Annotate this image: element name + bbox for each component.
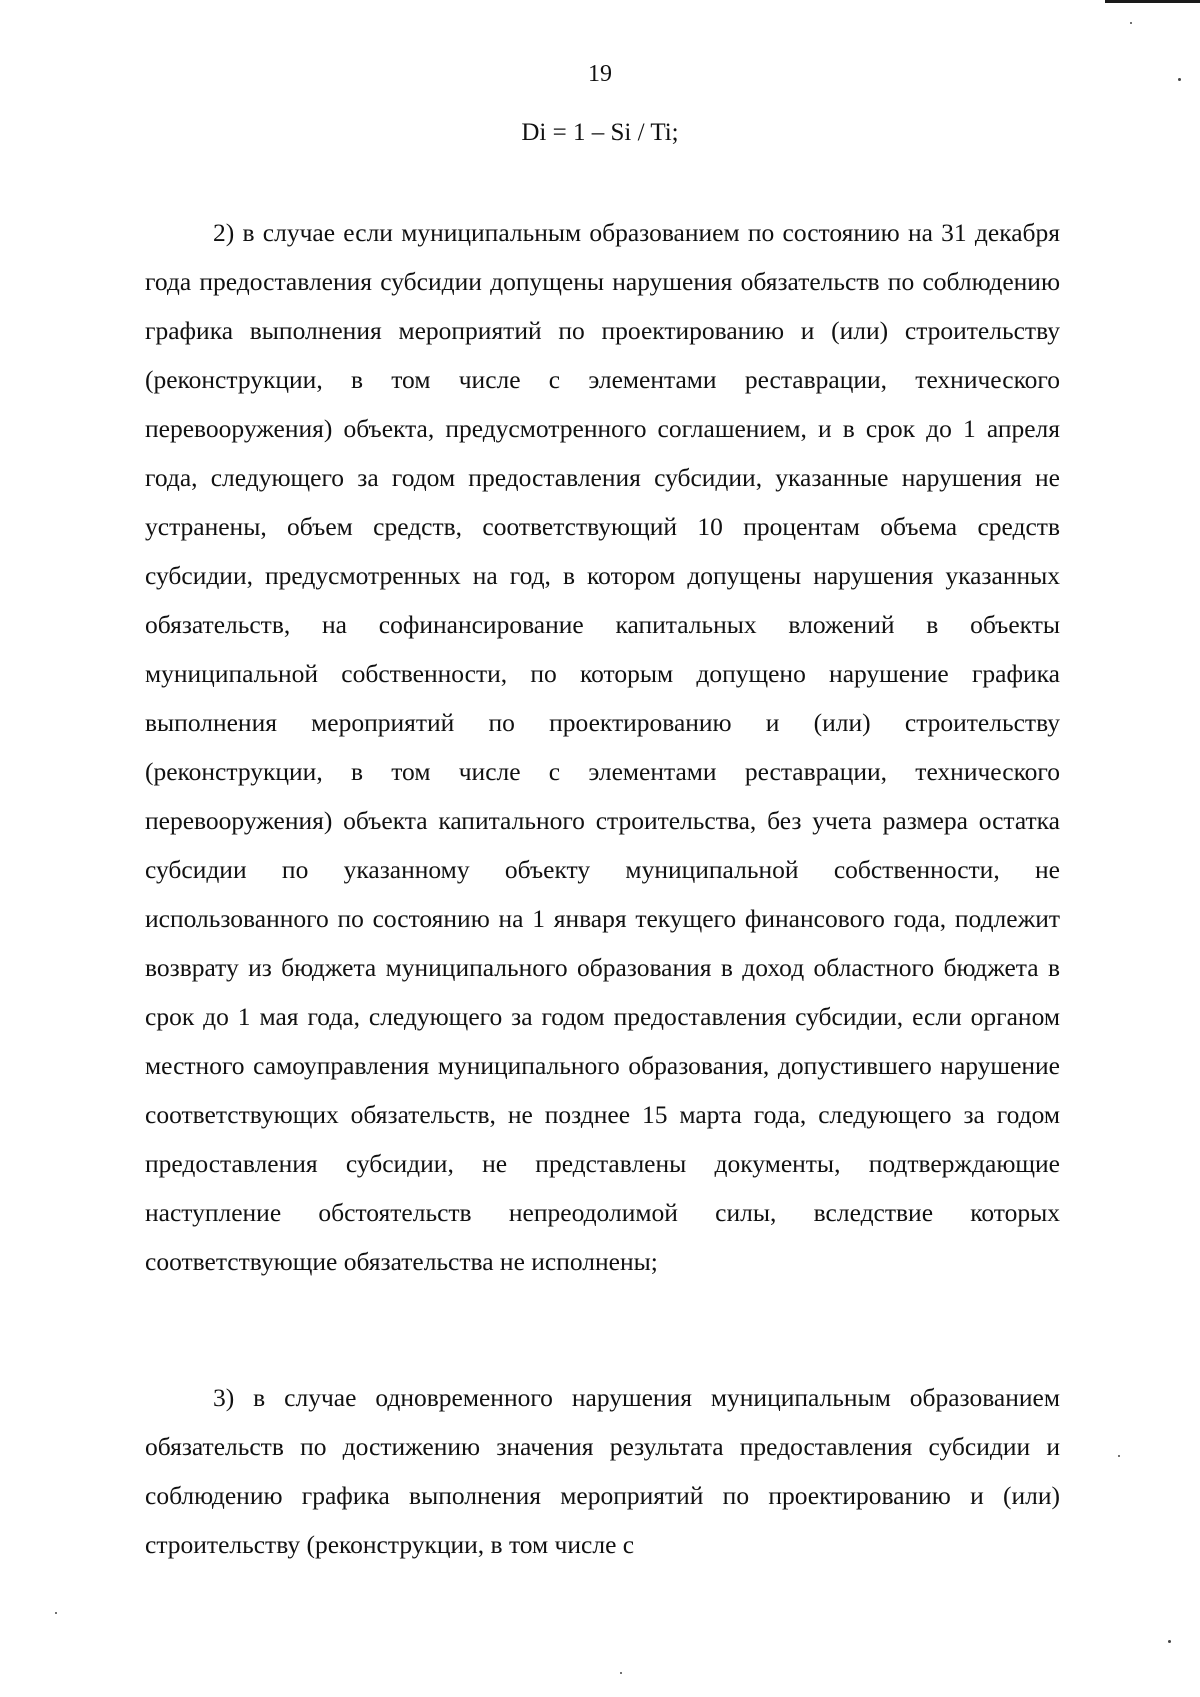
scan-speck [1118, 1455, 1120, 1457]
paragraph-3 [145, 1373, 1060, 1569]
page-number: 19 [588, 61, 612, 87]
paragraph-text: 3) в случае одновременного нарушения муниципальным образованием обязательств по достижению значения результата предоставления субсидии и соблюдению графика выполнения мероприятий по проектированию и (или) строительству (реконструкции, в том числе с [145, 1383, 1060, 1559]
scan-speck [1168, 1640, 1171, 1643]
scan-speck [55, 1612, 57, 1614]
paragraph-2 [145, 208, 1060, 1286]
header-rule [1105, 0, 1200, 3]
scan-speck [1130, 22, 1132, 24]
paragraph-text: 2) в случае если муниципальным образованием по состоянию на 31 декабря года предоставления субсидии допущены нарушения обязательств по соблюдению графика выполнения мероприятий по проектированию и (или) строительству (реконструкции, в том числе с элементами реставрации, технического перевооружения) объекта, предусмотренного соглашением, и в срок до 1 апреля года, следующего за годом предоставления субсидии, указанные нарушения не устранены, объем средств, соответствующий 10 процентам объема средств субсидии, предусмотренных на год, в котором допущены нарушения указанных обязательств, на софинансирование капитальных вложений в объекты муниципальной собственности, по которым допущено нарушение графика выполнения мероприятий по проектированию и (или) строительству (реконструкции, в том числе с элементами реставрации, технического перевооружения) объекта капитального строительства, без учета размера остатка субсидии по указанному объекту муниципальной собственности, не использованного по состоянию на 1 января текущего финансового года, подлежит возврату из бюджета муниципального образования в доход областного бюджета в срок до 1 мая года, следующего за годом предоставления субсидии, если органом местного самоуправления муниципального образования, допустившего нарушение соответствующих обязательств, не позднее 15 марта года, следующего за годом предоставления субсидии, не представлены документы, подтверждающие наступление обстоятельств непреодолимой силы, вследствие которых соответствующие обязательства не исполнены; [145, 218, 1060, 1276]
scan-speck [1178, 78, 1181, 81]
scan-speck [620, 1672, 622, 1674]
formula: Di = 1 – Si / Ti; [521, 119, 679, 146]
